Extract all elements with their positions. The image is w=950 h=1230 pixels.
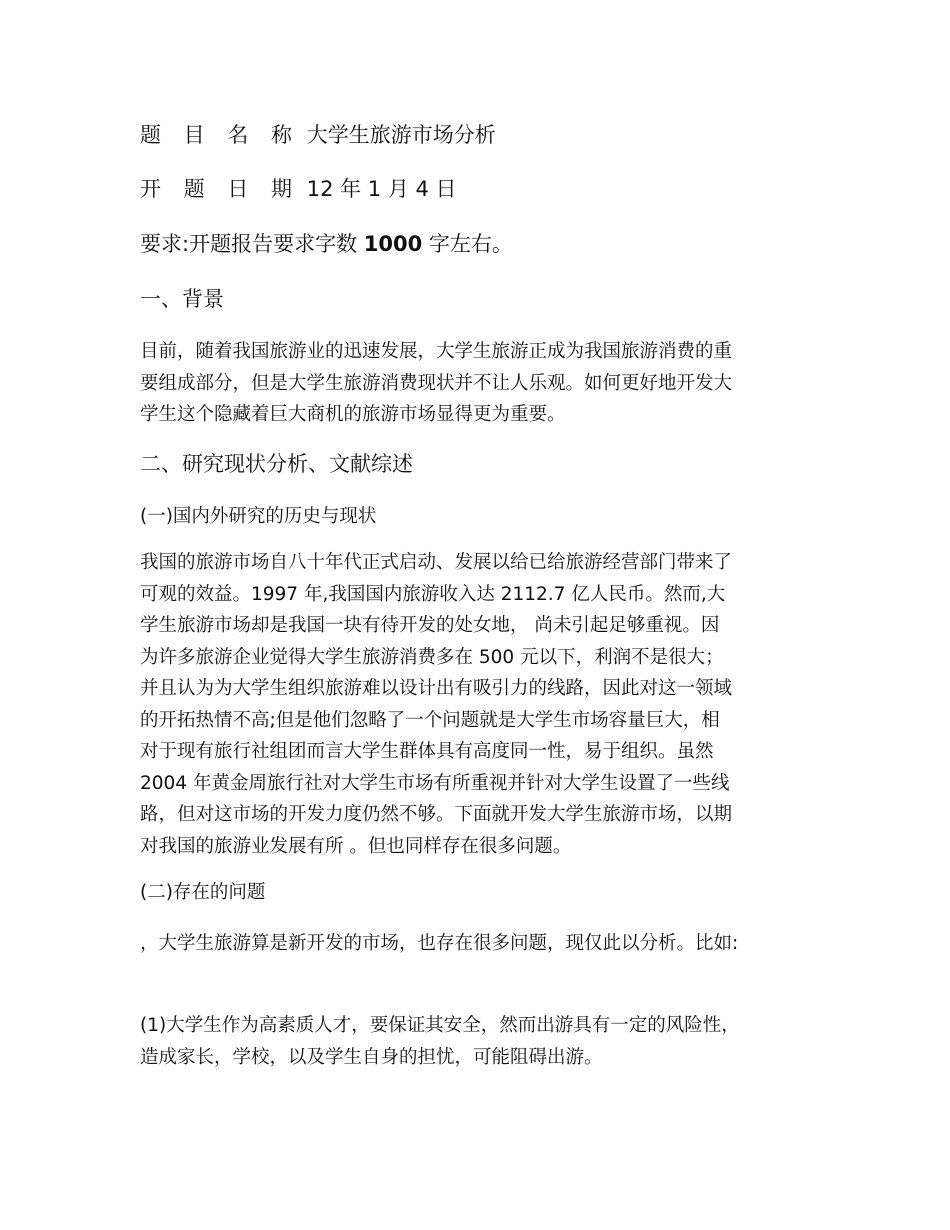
- paragraph-line: 的开拓热情不高;但是他们忽略了一个问题就是大学生市场容量巨大，相: [140, 709, 720, 731]
- background-heading: 一、背景: [140, 287, 224, 311]
- problems-intro: ，大学生旅游算是新开发的市场，也存在很多问题，现仅此以分析。比如:: [140, 933, 739, 954]
- title-label: 题 目 名 称: [140, 123, 301, 147]
- paragraph-line: 对我国的旅游业发展有所 。但也同样存在很多问题。: [140, 835, 572, 857]
- research-heading: 二、研究现状分析、文献综述: [140, 452, 413, 476]
- date-line: [140, 177, 457, 201]
- subsection-2-heading: (二)存在的问题: [140, 882, 266, 903]
- requirement-suffix: 字左右。: [428, 232, 513, 256]
- paragraph-line: 对于现有旅行社组团而言大学生群体具有高度同一性，易于组织。虽然: [140, 741, 714, 762]
- paragraph-line: 并且认为为大学生组织旅游难以设计出有吸引力的线路，因此对这一领域: [140, 678, 733, 699]
- paragraph-line: 可观的效益。1997 年,我国国内旅游收入达 2112.7 亿人民币。然而,大: [140, 583, 726, 605]
- date-label: 开 题 日 期: [140, 177, 301, 201]
- paragraph-line: 路，但对这市场的开发力度仍然不够。下面就开发大学生旅游市场，以期: [140, 804, 733, 825]
- history-paragraph: [140, 547, 820, 862]
- date-value: 12 年 1 月 4 日: [306, 177, 457, 201]
- paragraph-line: 造成家长，学校，以及学生自身的担忧，可能阻碍出游。: [140, 1046, 603, 1068]
- requirement-prefix: 要求:开题报告要求字数: [140, 232, 358, 256]
- requirement-number: 1000: [363, 232, 423, 256]
- background-paragraph: [140, 336, 820, 431]
- paragraph-line: 我国的旅游市场自八十年代正式启动、发展以给已给旅游经营部门带来了: [140, 552, 733, 573]
- point-1-paragraph: [140, 1010, 820, 1073]
- paragraph-line: (1)大学生作为高素质人才，要保证其安全，然而出游具有一定的风险性，: [140, 1015, 740, 1036]
- paragraph-line: 要组成部分，但是大学生旅游消费现状并不让人乐观。如何更好地开发大: [140, 372, 733, 394]
- title-line: [140, 123, 496, 147]
- paragraph-line: 为许多旅游企业觉得大学生旅游消费多在 500 元以下，利润不是很大；: [140, 646, 724, 668]
- paragraph-line: 2004 年黄金周旅行社对大学生市场有所重视并针对大学生设置了一些线: [140, 772, 730, 794]
- title-value: 大学生旅游市场分析: [306, 123, 496, 147]
- requirement-line: [140, 232, 513, 256]
- subsection-1-heading: (一)国内外研究的历史与现状: [140, 506, 377, 527]
- paragraph-line: 目前，随着我国旅游业的迅速发展，大学生旅游正成为我国旅游消费的重: [140, 341, 733, 362]
- paragraph-line: 学生这个隐藏着巨大商机的旅游市场显得更为重要。: [140, 404, 566, 425]
- paragraph-line: 学生旅游市场却是我国一块有待开发的处女地， 尚未引起足够重视。因: [140, 615, 720, 636]
